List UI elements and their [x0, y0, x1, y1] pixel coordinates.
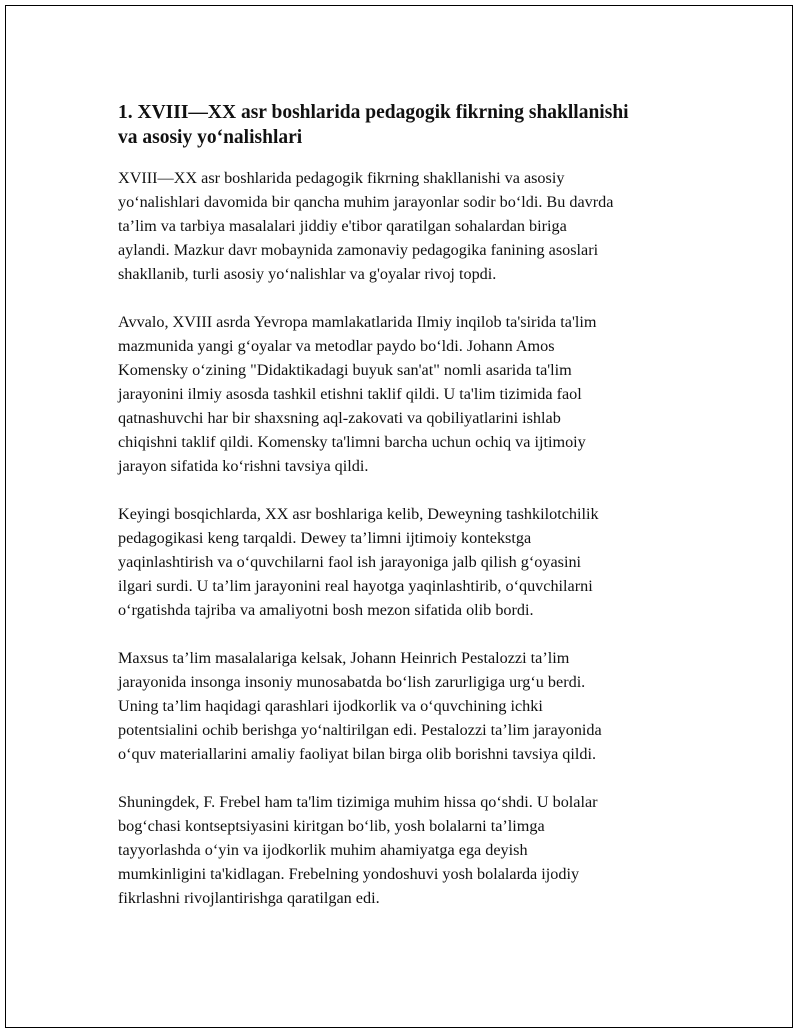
paragraph-4: Maxsus ta’lim masalalariga kelsak, Johann Heinrich Pestalozzi ta’lim jarayonida insonga insoniy munosabatda bo‘lish zarurligiga urg‘u berdi. Uning ta’lim haqidagi qarashlari ijodkorlik va o‘quvchining ichki potentsialini ochib berishga yo‘naltirilgan edi. Pestalozzi ta’lim jarayonida o‘quv materiallarini amaliy faoliyat bilan birga olib borishni tavsiya qildi.: [118, 649, 602, 763]
paragraph-1: XVIII—XX asr boshlarida pedagogik fikrning shakllanishi va asosiy yo‘nalishlari davomida bir qancha muhim jarayonlar sodir bo‘ldi. Bu davrda ta’lim va tarbiya masalalari jiddiy e'tibor qaratilgan sohalardan biriga aylandi. Mazkur davr mobaynida zamonaviy pedagogika fanining asoslari shakllanib, turli asosiy yo‘nalishlar va g'oyalar rivoj topdi.: [118, 169, 614, 283]
document-page: [5, 5, 793, 1028]
section-title: 1. XVIII—XX asr boshlarida pedagogik fikrning shakllanishi va asosiy yo‘nalishlari: [118, 102, 629, 148]
paragraph-3: Keyingi bosqichlarda, XX asr boshlariga kelib, Deweyning tashkilotchilik pedagogikasi keng tarqaldi. Dewey ta’limni ijtimoiy kontekstga yaqinlashtirish va o‘quvchilarni faol ish jarayoniga jalb qilish g‘oyasini ilgari surdi. U ta’lim jarayonini real hayotga yaqinlashtirib, o‘quvchilarni o‘rgatishda tajriba va amaliyotni bosh mezon sifatida olib bordi.: [118, 505, 599, 619]
document-body: [118, 100, 693, 934]
paragraph-5: Shuningdek, F. Frebel ham ta'lim tizimiga muhim hissa qo‘shdi. U bolalar bog‘chasi kontseptsiyasini kiritgan bo‘lib, yosh bolalarni ta’limga tayyorlashda o‘yin va ijodkorlik muhim ahamiyatga ega deyish mumkinligini ta'kidlagan. Frebelning yondoshuvi yosh bolalarda ijodiy fikrlashni rivojlantirishga qaratilgan edi.: [118, 793, 598, 907]
paragraph-2: Avvalo, XVIII asrda Yevropa mamlakatlarida Ilmiy inqilob ta'sirida ta'lim mazmunida yangi g‘oyalar va metodlar paydo bo‘ldi. Johann Amos Komensky o‘zining "Didaktikadagi buyuk san'at" nomli asarida ta'lim jarayonini ilmiy asosda tashkil etishni taklif qildi. U ta'lim tizimida faol qatnashuvchi har bir shaxsning aql-zakovati va qobiliyatlarini ishlab chiqishni taklif qildi. Komensky ta'limni barcha uchun ochiq va ijtimoiy jarayon sifatida ko‘rishni tavsiya qildi.: [118, 313, 597, 475]
